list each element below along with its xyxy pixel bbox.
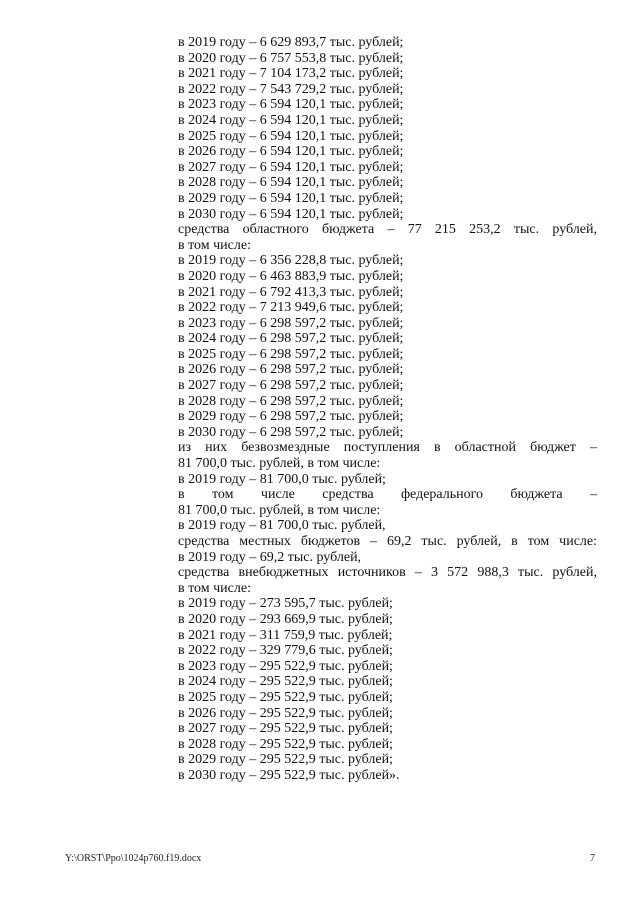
text-line: в 2022 году – 329 779,6 тыс. рублей; bbox=[178, 643, 393, 659]
text-line: в 2026 году – 6 298 597,2 тыс. рублей; bbox=[178, 362, 404, 378]
text-line: в 2028 году – 295 522,9 тыс. рублей; bbox=[178, 736, 393, 752]
page-number: 7 bbox=[590, 853, 595, 864]
text-line: в 2021 году – 7 104 173,2 тыс. рублей; bbox=[178, 66, 404, 82]
text-line: средства местных бюджетов – 69,2 тыс. рублей, в том числе: bbox=[178, 534, 597, 549]
text-line: 81 700,0 тыс. рублей, в том числе: bbox=[178, 456, 381, 472]
text-line: в 2025 году – 295 522,9 тыс. рублей; bbox=[178, 689, 393, 705]
text-line: в 2020 году – 6 463 883,9 тыс. рублей; bbox=[178, 268, 404, 284]
text-line: в 2030 году – 6 594 120,1 тыс. рублей; bbox=[178, 206, 404, 222]
text-line: средства областного бюджета – 77 215 253,2 тыс. рублей, bbox=[178, 222, 597, 238]
text-line: средства внебюджетных источников – 3 572 988,3 тыс. рублей, bbox=[178, 565, 597, 581]
text-line: в 2023 году – 6 594 120,1 тыс. рублей; bbox=[178, 97, 404, 113]
text-line: в 2019 году – 6 629 893,7 тыс. рублей; bbox=[178, 35, 404, 50]
text-line: в 2025 году – 6 594 120,1 тыс. рублей; bbox=[178, 128, 404, 144]
text-line: в 2026 году – 6 594 120,1 тыс. рублей; bbox=[178, 144, 404, 160]
text-line: в 2022 году – 7 213 949,6 тыс. рублей; bbox=[178, 300, 404, 316]
text-line: в 2021 году – 6 792 413,3 тыс. рублей; bbox=[178, 284, 404, 300]
text-line: в 2023 году – 6 298 597,2 тыс. рублей; bbox=[178, 315, 404, 331]
text-line: в 2021 году – 311 759,9 тыс. рублей; bbox=[178, 627, 393, 643]
text-line: в 2030 году – 295 522,9 тыс. рублей». bbox=[178, 767, 400, 783]
text-line: в 2020 году – 6 757 553,8 тыс. рублей; bbox=[178, 50, 404, 66]
text-line: в 2027 году – 6 298 597,2 тыс. рублей; bbox=[178, 378, 404, 394]
text-line: в 2019 году – 81 700,0 тыс. рублей, bbox=[178, 518, 386, 534]
text-line: в 2027 году – 295 522,9 тыс. рублей; bbox=[178, 721, 393, 737]
text-line: в том числе средства федерального бюджета – bbox=[178, 487, 597, 503]
text-line: в 2024 году – 6 298 597,2 тыс. рублей; bbox=[178, 331, 404, 347]
text-line: в том числе: bbox=[178, 237, 251, 253]
text-line: из них безвозмездные поступления в областной бюджет – bbox=[178, 440, 597, 456]
text-line: в 2023 году – 295 522,9 тыс. рублей; bbox=[178, 658, 393, 674]
text-line: в 2029 году – 6 594 120,1 тыс. рублей; bbox=[178, 190, 404, 206]
text-line: в 2024 году – 295 522,9 тыс. рублей; bbox=[178, 674, 393, 690]
text-line: в 2020 году – 293 669,9 тыс. рублей; bbox=[178, 611, 393, 627]
text-line: 81 700,0 тыс. рублей, в том числе: bbox=[178, 502, 381, 518]
text-line: в 2019 году – 6 356 228,8 тыс. рублей; bbox=[178, 253, 404, 269]
text-line: в 2019 году – 81 700,0 тыс. рублей; bbox=[178, 471, 386, 487]
text-line: в 2027 году – 6 594 120,1 тыс. рублей; bbox=[178, 159, 404, 175]
text-line: в 2024 году – 6 594 120,1 тыс. рублей; bbox=[178, 112, 404, 128]
text-line: в 2019 году – 69,2 тыс. рублей, bbox=[178, 549, 362, 565]
text-line: в 2029 году – 6 298 597,2 тыс. рублей; bbox=[178, 409, 404, 425]
text-line: в 2028 году – 6 298 597,2 тыс. рублей; bbox=[178, 393, 404, 409]
text-line: в 2026 году – 295 522,9 тыс. рублей; bbox=[178, 705, 393, 721]
text-line: в 2025 году – 6 298 597,2 тыс. рублей; bbox=[178, 346, 404, 362]
text-line: в 2028 году – 6 594 120,1 тыс. рублей; bbox=[178, 175, 404, 191]
text-line: в том числе: bbox=[178, 580, 251, 596]
text-line: в 2019 году – 273 595,7 тыс. рублей; bbox=[178, 596, 393, 612]
document-body bbox=[178, 35, 597, 784]
text-line: в 2030 году – 6 298 597,2 тыс. рублей; bbox=[178, 424, 404, 440]
footer-file-path: Y:\ORST\Ppo\1024p760.f19.docx bbox=[65, 853, 202, 864]
text-line: в 2022 году – 7 543 729,2 тыс. рублей; bbox=[178, 81, 404, 97]
text-line: в 2029 году – 295 522,9 тыс. рублей; bbox=[178, 752, 393, 768]
